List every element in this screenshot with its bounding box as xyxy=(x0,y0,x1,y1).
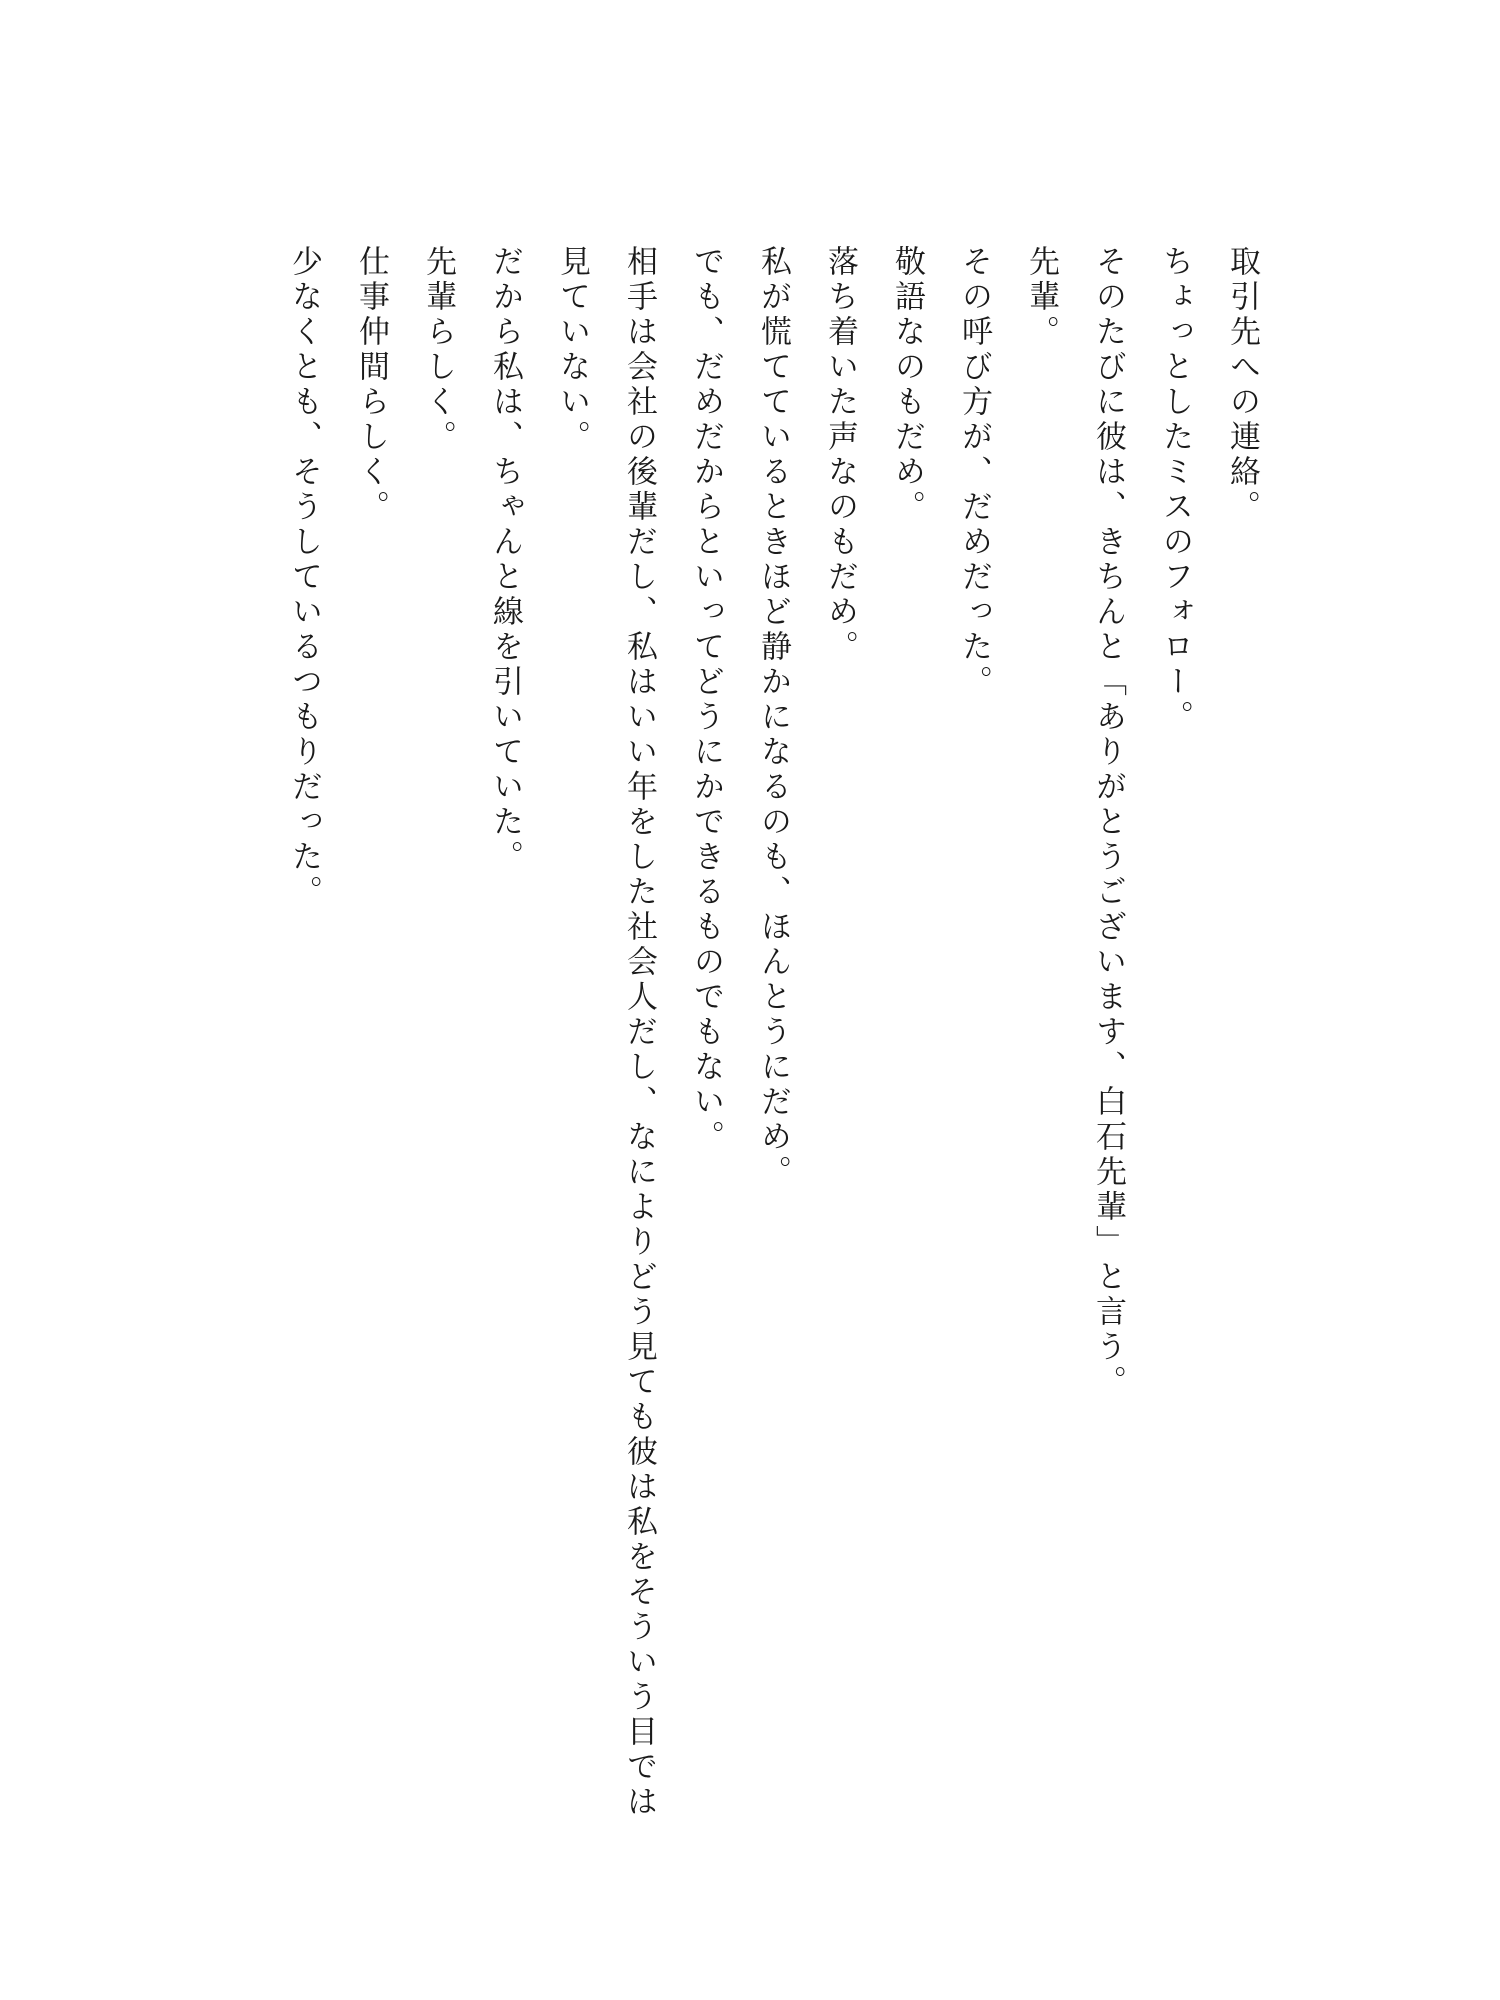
text-line: 先輩。 xyxy=(1023,245,1059,350)
text-line: そのたびに彼は、きちんと「ありがとうございます、白石先輩」と言う。 xyxy=(1090,245,1126,1400)
text-line: 敬語なのもだめ。 xyxy=(889,245,925,525)
text-line: 相手は会社の後輩だし、私はいい年をした社会人だし、なによりどう見ても彼は私をそういう目では見ていない。 xyxy=(554,245,657,1820)
vertical-text-body xyxy=(270,245,1275,1825)
text-line: ちょっとしたミスのフォロー。 xyxy=(1157,245,1193,735)
text-line: でも、だめだからといってどうにかできるものでもない。 xyxy=(688,245,724,1155)
text-line: 少なくとも、そうしているつもりだった。 xyxy=(286,245,322,910)
text-line: 仕事仲間らしく。 xyxy=(353,245,389,525)
text-line: だから私は、ちゃんと線を引いていた。 xyxy=(487,245,523,875)
text-line: 取引先への連絡。 xyxy=(1224,245,1260,525)
text-line: 先輩らしく。 xyxy=(420,245,456,455)
text-line: 私が慌てているときほど静かになるのも、ほんとうにだめ。 xyxy=(755,245,791,1190)
text-line: その呼び方が、だめだった。 xyxy=(956,245,992,700)
text-line: 落ち着いた声なのもだめ。 xyxy=(822,245,858,665)
